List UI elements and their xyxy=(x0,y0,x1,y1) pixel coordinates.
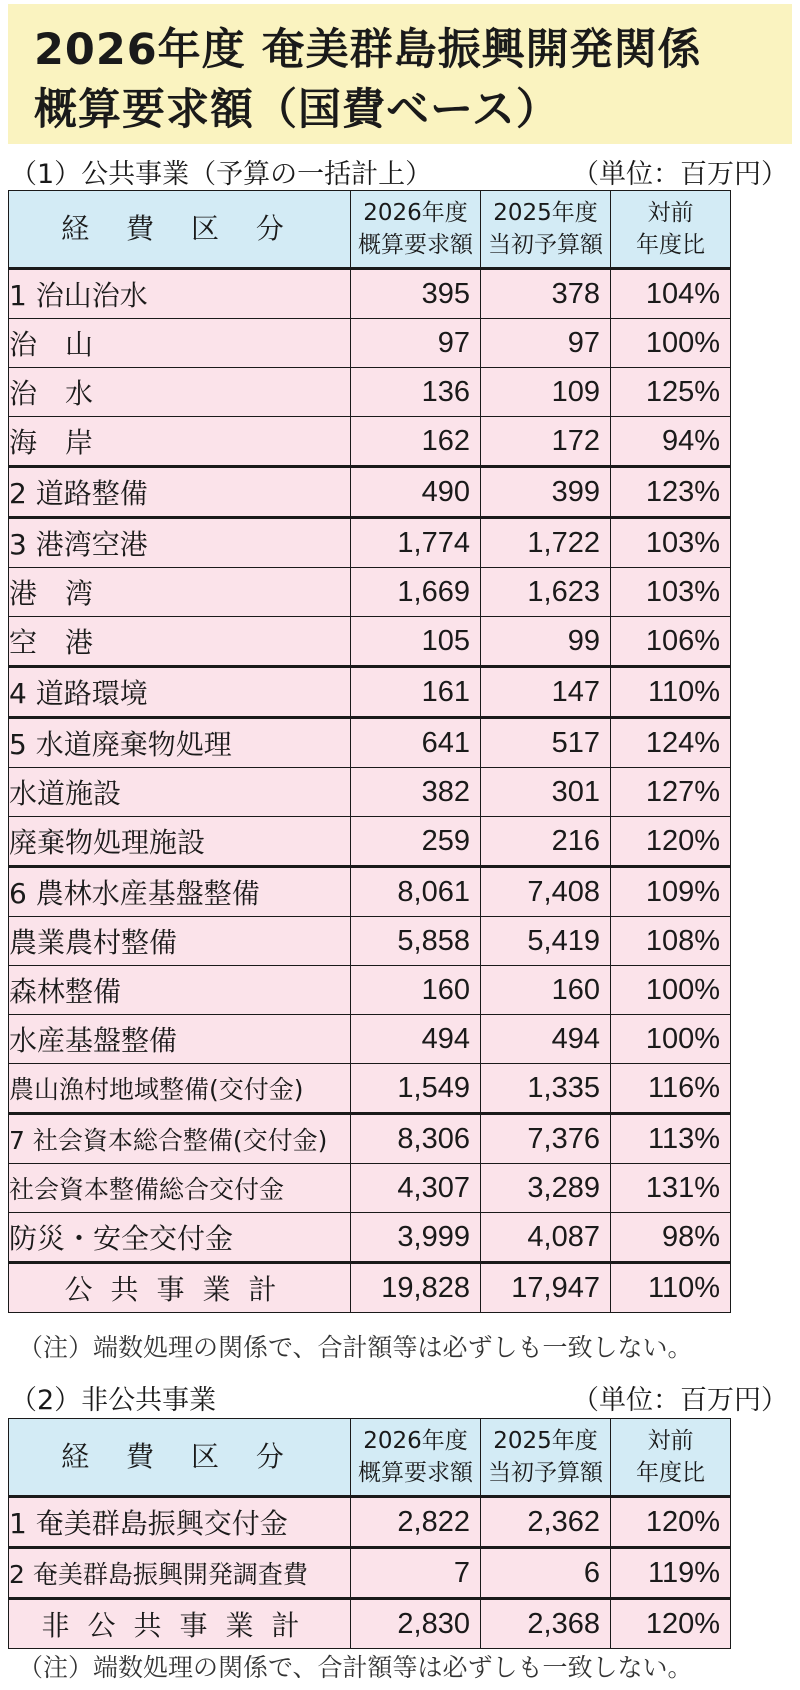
cell-ratio: 113% xyxy=(611,1114,731,1164)
row-label: 空 港 xyxy=(9,617,351,667)
cell-2025: 160 xyxy=(481,966,611,1015)
table-row xyxy=(9,817,731,867)
row-label: 6 農林水産基盤整備 xyxy=(9,867,351,917)
cell-2025: 301 xyxy=(481,768,611,817)
cell-ratio: 109% xyxy=(611,867,731,917)
row-label: 2 奄美群島振興開発調査費 xyxy=(9,1548,351,1599)
cell-ratio: 125% xyxy=(611,368,731,417)
cell-2026: 8,306 xyxy=(351,1114,481,1164)
row-label: 7 社会資本総合整備(交付金) xyxy=(9,1114,351,1164)
cell-2025: 1,335 xyxy=(481,1064,611,1114)
table-row xyxy=(9,1015,731,1064)
row-label: 防災・安全交付金 xyxy=(9,1213,351,1263)
cell-2025: 2,368 xyxy=(481,1599,611,1649)
cell-2026: 382 xyxy=(351,768,481,817)
cell-2025: 3,289 xyxy=(481,1164,611,1213)
cell-2025: 1,722 xyxy=(481,518,611,568)
table-header-row xyxy=(9,1419,731,1497)
section1-note: （注）端数処理の関係で、合計額等は必ずしも一致しない。 xyxy=(18,1333,693,1362)
cell-2026: 5,858 xyxy=(351,917,481,966)
table-row xyxy=(9,867,731,917)
table-row xyxy=(9,518,731,568)
cell-ratio: 104% xyxy=(611,269,731,319)
row-label: 治 山 xyxy=(9,319,351,368)
cell-2025: 5,419 xyxy=(481,917,611,966)
cell-2026: 8,061 xyxy=(351,867,481,917)
cell-ratio: 103% xyxy=(611,518,731,568)
cell-2026: 105 xyxy=(351,617,481,667)
cell-2025: 378 xyxy=(481,269,611,319)
row-label: 森林整備 xyxy=(9,966,351,1015)
non-public-works-table xyxy=(8,1418,731,1649)
cell-2025: 216 xyxy=(481,817,611,867)
cell-2026: 97 xyxy=(351,319,481,368)
cell-2025: 6 xyxy=(481,1548,611,1599)
table-row xyxy=(9,1548,731,1599)
cell-ratio: 131% xyxy=(611,1164,731,1213)
table-row xyxy=(9,718,731,768)
header-yoy-ratio: 対前 年度比 xyxy=(611,191,731,269)
table-row xyxy=(9,269,731,319)
cell-2026: 162 xyxy=(351,417,481,467)
cell-ratio: 120% xyxy=(611,1497,731,1548)
row-label: 社会資本整備総合交付金 xyxy=(9,1164,351,1213)
title-line-2: 概算要求額（国費ベース） xyxy=(34,85,560,135)
cell-2026: 259 xyxy=(351,817,481,867)
row-label: 水道施設 xyxy=(9,768,351,817)
section1-heading: （1）公共事業（予算の一括計上） xyxy=(10,159,433,190)
cell-2026: 1,774 xyxy=(351,518,481,568)
cell-ratio: 124% xyxy=(611,718,731,768)
row-label: 4 道路環境 xyxy=(9,667,351,718)
row-label: 3 港湾空港 xyxy=(9,518,351,568)
cell-ratio: 110% xyxy=(611,667,731,718)
public-works-table xyxy=(8,190,731,1313)
cell-2025: 494 xyxy=(481,1015,611,1064)
header-2025-initial: 2025年度 当初予算額 xyxy=(481,191,611,269)
cell-ratio: 106% xyxy=(611,617,731,667)
table-row xyxy=(9,568,731,617)
table-row-total xyxy=(9,1263,731,1313)
cell-2026: 1,669 xyxy=(351,568,481,617)
cell-2025: 7,408 xyxy=(481,867,611,917)
cell-2025: 147 xyxy=(481,667,611,718)
cell-2025: 517 xyxy=(481,718,611,768)
cell-2025: 17,947 xyxy=(481,1263,611,1313)
cell-ratio: 103% xyxy=(611,568,731,617)
row-label: 5 水道廃棄物処理 xyxy=(9,718,351,768)
non-public-works-body xyxy=(9,1497,731,1649)
row-label: 海 岸 xyxy=(9,417,351,467)
table-row xyxy=(9,617,731,667)
table-row xyxy=(9,1114,731,1164)
title-banner xyxy=(8,4,792,144)
table-row xyxy=(9,417,731,467)
row-label: 港 湾 xyxy=(9,568,351,617)
cell-2025: 1,623 xyxy=(481,568,611,617)
cell-2025: 7,376 xyxy=(481,1114,611,1164)
header-2026-request: 2026年度 概算要求額 xyxy=(351,1419,481,1497)
section2-note: （注）端数処理の関係で、合計額等は必ずしも一致しない。 xyxy=(18,1653,693,1682)
cell-ratio: 116% xyxy=(611,1064,731,1114)
cell-2026: 3,999 xyxy=(351,1213,481,1263)
cell-2026: 161 xyxy=(351,667,481,718)
cell-ratio: 100% xyxy=(611,319,731,368)
cell-ratio: 100% xyxy=(611,966,731,1015)
cell-2026: 4,307 xyxy=(351,1164,481,1213)
cell-2026: 7 xyxy=(351,1548,481,1599)
cell-ratio: 127% xyxy=(611,768,731,817)
cell-2026: 1,549 xyxy=(351,1064,481,1114)
cell-2025: 4,087 xyxy=(481,1213,611,1263)
cell-ratio: 98% xyxy=(611,1213,731,1263)
cell-2025: 99 xyxy=(481,617,611,667)
cell-ratio: 110% xyxy=(611,1263,731,1313)
row-label: 水産基盤整備 xyxy=(9,1015,351,1064)
row-label: 2 道路整備 xyxy=(9,467,351,518)
row-label: 廃棄物処理施設 xyxy=(9,817,351,867)
cell-2025: 399 xyxy=(481,467,611,518)
cell-ratio: 123% xyxy=(611,467,731,518)
cell-2026: 160 xyxy=(351,966,481,1015)
cell-ratio: 120% xyxy=(611,1599,731,1649)
cell-ratio: 119% xyxy=(611,1548,731,1599)
table-row xyxy=(9,917,731,966)
row-label: 1 奄美群島振興交付金 xyxy=(9,1497,351,1548)
header-2025-initial: 2025年度 当初予算額 xyxy=(481,1419,611,1497)
row-label: 農山漁村地域整備(交付金) xyxy=(9,1064,351,1114)
cell-2025: 109 xyxy=(481,368,611,417)
cell-2026: 136 xyxy=(351,368,481,417)
row-label-total: 公共事業計 xyxy=(9,1263,351,1313)
section2-unit: （単位：百万円） xyxy=(572,1385,788,1416)
table-row xyxy=(9,368,731,417)
cell-2026: 490 xyxy=(351,467,481,518)
table-row xyxy=(9,1213,731,1263)
row-label: 農業農村整備 xyxy=(9,917,351,966)
cell-ratio: 100% xyxy=(611,1015,731,1064)
table-row xyxy=(9,1164,731,1213)
table-row xyxy=(9,966,731,1015)
table-row xyxy=(9,467,731,518)
section1-unit: （単位：百万円） xyxy=(572,159,788,190)
header-category: 経 費 区 分 xyxy=(9,191,351,269)
table-row-total xyxy=(9,1599,731,1649)
cell-2026: 494 xyxy=(351,1015,481,1064)
header-2026-request: 2026年度 概算要求額 xyxy=(351,191,481,269)
cell-ratio: 120% xyxy=(611,817,731,867)
header-yoy-ratio: 対前 年度比 xyxy=(611,1419,731,1497)
cell-ratio: 108% xyxy=(611,917,731,966)
cell-2025: 172 xyxy=(481,417,611,467)
table-header-row xyxy=(9,191,731,269)
title-line-1: 2026年度 奄美群島振興開発関係 xyxy=(34,25,702,75)
table-row xyxy=(9,1064,731,1114)
cell-2025: 97 xyxy=(481,319,611,368)
table-row xyxy=(9,768,731,817)
cell-2026: 2,822 xyxy=(351,1497,481,1548)
row-label: 1 治山治水 xyxy=(9,269,351,319)
row-label-total: 非公共事業計 xyxy=(9,1599,351,1649)
table-row xyxy=(9,1497,731,1548)
cell-2026: 641 xyxy=(351,718,481,768)
header-category: 経 費 区 分 xyxy=(9,1419,351,1497)
table-row xyxy=(9,319,731,368)
public-works-body xyxy=(9,269,731,1313)
cell-2025: 2,362 xyxy=(481,1497,611,1548)
section2-heading: （2）非公共事業 xyxy=(10,1385,217,1416)
row-label: 治 水 xyxy=(9,368,351,417)
table-row xyxy=(9,667,731,718)
cell-2026: 19,828 xyxy=(351,1263,481,1313)
cell-2026: 395 xyxy=(351,269,481,319)
cell-ratio: 94% xyxy=(611,417,731,467)
cell-2026: 2,830 xyxy=(351,1599,481,1649)
